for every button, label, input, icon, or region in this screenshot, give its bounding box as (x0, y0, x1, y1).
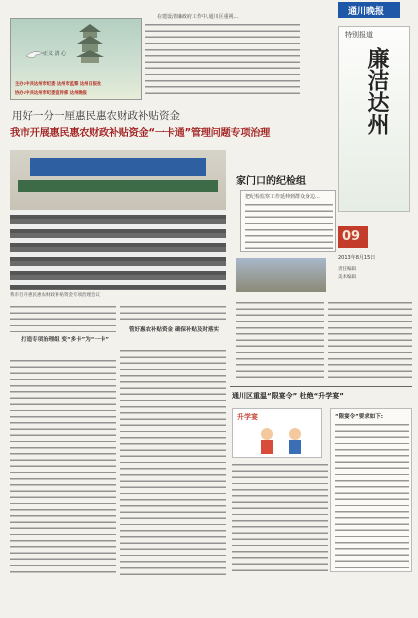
banquet-image-label: 升学宴 (237, 413, 258, 421)
meeting-photo (10, 150, 226, 290)
column-header (338, 26, 410, 212)
issue-badge (338, 226, 368, 248)
col2-section-heading: 管好惠农补贴资金 确保补贴及时落实 (129, 327, 219, 333)
intro-article (145, 14, 300, 98)
column-credits (338, 266, 410, 286)
front-table (18, 180, 218, 192)
poster-line-2: 协办:中共达州市纪委宣传部 达州晚报 (15, 91, 87, 96)
intro-first-line: 在建设清廉政府工作中,通川区重视... (157, 14, 239, 20)
bottom-headline: 通川区重温“限宴令” 杜绝“升学宴” (232, 392, 344, 400)
stage-banner (30, 158, 206, 176)
poster-line-1: 主办:中共达州市纪委 达州市监察 达州日报社 (15, 82, 102, 87)
main-story-headline: 我市开展惠民惠农财政补贴资金“一卡通”管理问题专项治理 (10, 128, 270, 139)
campaign-poster (10, 18, 142, 100)
photo-caption: 我市召开惠民惠农财政补贴资金专项治理会议 (10, 293, 100, 298)
banquet-image (232, 408, 322, 458)
issue-date: 2013年8月15日 (338, 255, 376, 261)
col1-section-heading: 打造专项治理组 变“多卡”为“一卡” (21, 337, 109, 343)
secondary-photo (236, 258, 326, 292)
bottom-sidebar (330, 408, 412, 572)
secondary-box (240, 190, 336, 252)
secondary-headline: 家门口的纪检组 (236, 176, 306, 187)
issue-number: 09 (342, 229, 361, 244)
column-tag: 特别报道 (345, 31, 373, 39)
masthead-logo-text: 通川晚报 (348, 7, 385, 17)
secondary-body-right (328, 300, 412, 382)
main-col-2 (120, 304, 226, 576)
main-story-subtitle: 用好一分一厘惠民惠农财政补贴资金 (12, 110, 180, 122)
design-label: 美术编辑 (338, 275, 356, 280)
secondary-box-first: 把纪检监察工作延伸到群众身边... (245, 194, 320, 200)
column-title: 廉洁达州 (364, 47, 390, 135)
bottom-divider (230, 386, 412, 387)
bottom-body (232, 462, 328, 572)
secondary-body (236, 300, 324, 382)
editor-label: 责任编辑 (338, 267, 356, 272)
cartoon-figures (253, 425, 319, 455)
poster-motto: 正义 清 心 (43, 51, 67, 57)
main-col-1 (10, 304, 116, 576)
masthead-logo (338, 2, 400, 18)
audience-seats (10, 210, 226, 290)
sidebar-title: “限宴令”要求如下: (335, 414, 383, 420)
crane-icon (25, 47, 45, 61)
